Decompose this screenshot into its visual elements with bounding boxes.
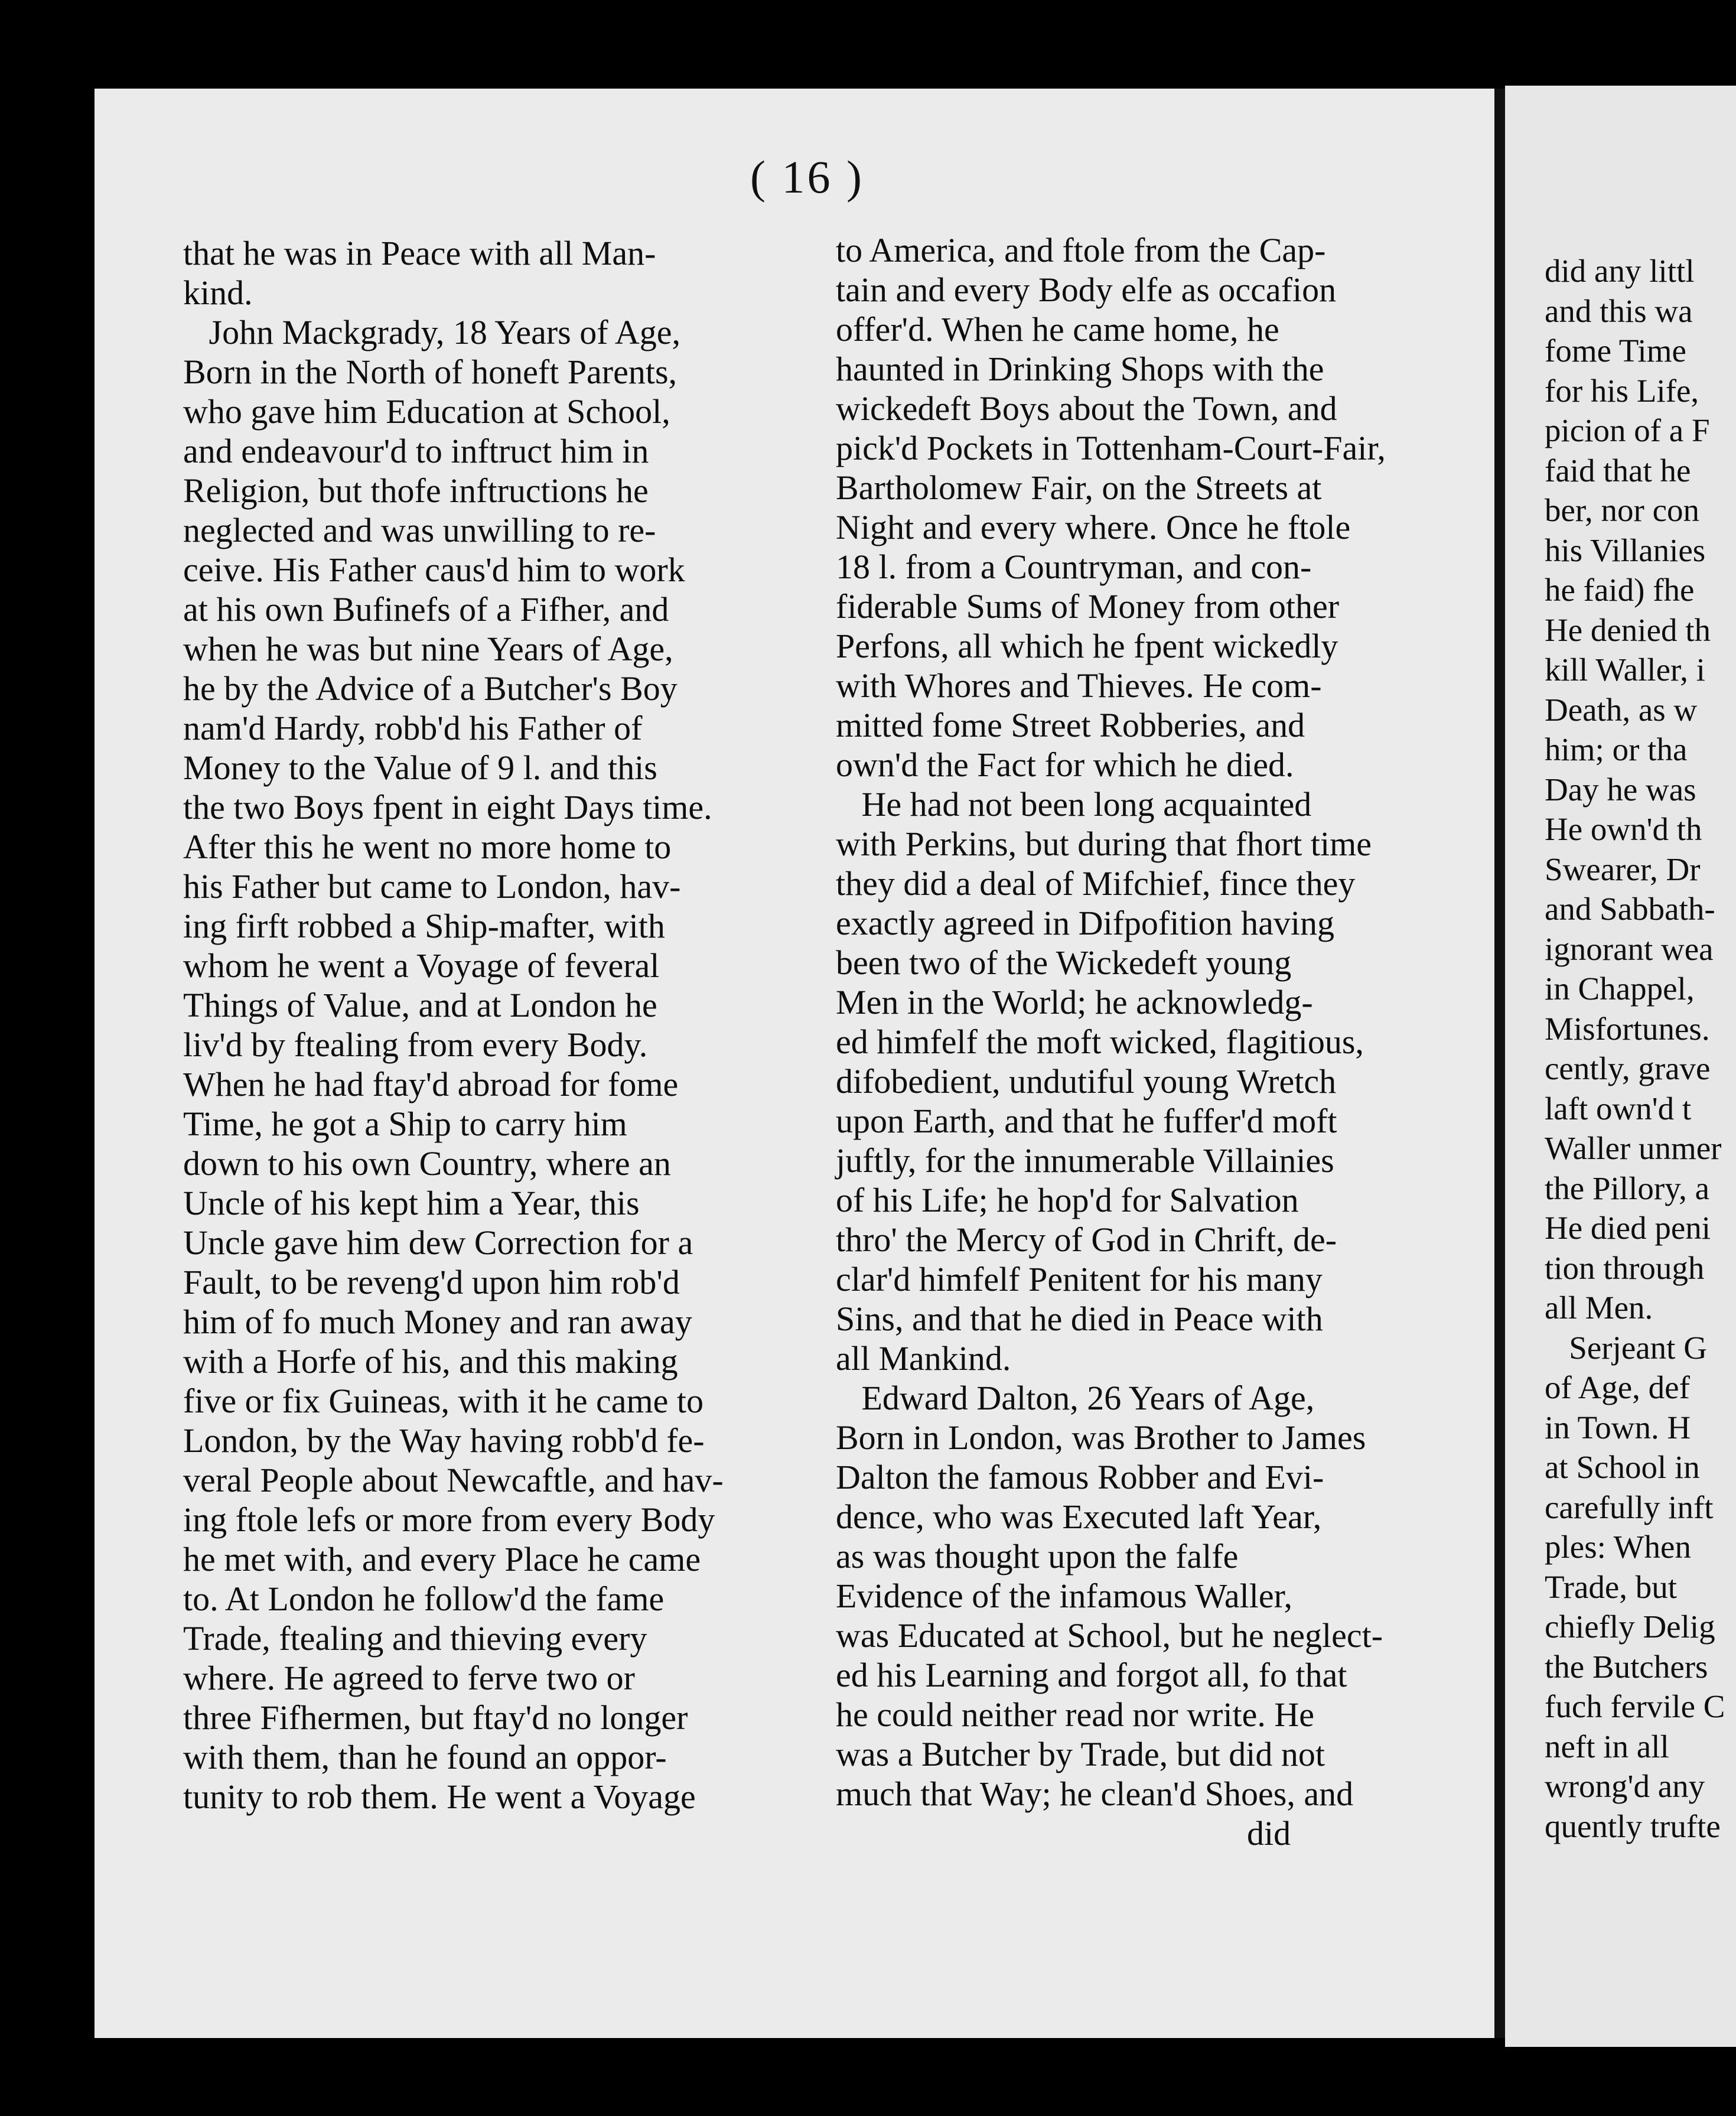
text-line: ceive. His Father caus'd him to work <box>183 551 685 589</box>
text-line: Edward Dalton, 26 Years of Age, <box>836 1379 1315 1417</box>
text-line: with them, than he found an oppor- <box>183 1738 667 1776</box>
text-line: his Villanies <box>1545 532 1706 568</box>
text-line: Born in the North of honeft Parents, <box>183 353 678 391</box>
text-line: Swearer, Dr <box>1545 851 1701 887</box>
text-line: wrong'd any <box>1545 1768 1705 1804</box>
text-line: ing ftole lefs or more from every Body <box>183 1500 715 1539</box>
text-line: Dalton the famous Robber and Evi- <box>836 1458 1324 1496</box>
text-line: when he was but nine Years of Age, <box>183 630 673 668</box>
text-line: upon Earth, and that he fuffer'd moft <box>836 1102 1337 1140</box>
text-column-facing-page <box>1545 251 1725 1846</box>
text-line: the two Boys fpent in eight Days time. <box>183 788 712 826</box>
text-line: much that Way; he clean'd Shoes, and <box>836 1775 1354 1813</box>
text-line: thro' the Mercy of God in Chrift, de- <box>836 1220 1337 1259</box>
text-line: Evidence of the infamous Waller, <box>836 1577 1293 1615</box>
text-line: him; or tha <box>1545 731 1688 767</box>
text-line: He own'd th <box>1545 811 1702 847</box>
text-line: Uncle of his kept him a Year, this <box>183 1184 640 1222</box>
text-line: who gave him Education at School, <box>183 392 670 431</box>
text-line: and this wa <box>1545 292 1693 329</box>
text-line: was a Butcher by Trade, but did not <box>836 1735 1325 1773</box>
text-line: and Sabbath- <box>1545 891 1715 927</box>
text-line: Sins, and that he died in Peace with <box>836 1300 1323 1338</box>
text-line: down to his own Country, where an <box>183 1144 671 1183</box>
text-line: pick'd Pockets in Tottenham-Court-Fair, <box>836 429 1386 467</box>
text-line: laft own'd t <box>1545 1090 1692 1127</box>
text-line: Trade, ftealing and thieving every <box>183 1619 647 1658</box>
text-line: his Father but came to London, hav- <box>183 867 681 906</box>
text-line: that he was in Peace with all Man- <box>183 234 656 272</box>
text-column-left <box>183 233 724 1816</box>
text-line: to. At London he follow'd the fame <box>183 1580 665 1618</box>
text-line: all Men. <box>1545 1290 1653 1326</box>
text-line: in Chappel, <box>1545 971 1695 1007</box>
text-line: at School in <box>1545 1449 1700 1485</box>
text-line: kill Waller, i <box>1545 652 1705 688</box>
text-line: Fault, to be reveng'd upon him rob'd <box>183 1263 680 1301</box>
text-line: Men in the World; he acknowledg- <box>836 983 1313 1021</box>
text-line: Religion, but thofe inftructions he <box>183 471 649 510</box>
text-line: He had not been long acquainted <box>836 785 1312 823</box>
text-line: He denied th <box>1545 611 1711 648</box>
text-line: veral People about Newcaftle, and hav- <box>183 1461 724 1499</box>
text-line: offer'd. When he came home, he <box>836 310 1279 349</box>
text-line: Uncle gave him dew Correction for a <box>183 1223 693 1262</box>
text-line: After this he went no more home to <box>183 828 672 866</box>
text-line: the Butchers <box>1545 1648 1708 1685</box>
text-line: nam'd Hardy, robb'd his Father of <box>183 709 643 747</box>
text-line: Night and every where. Once he ftole <box>836 508 1351 546</box>
text-line: quently trufte <box>1545 1808 1721 1844</box>
text-line: five or fix Guineas, with it he came to <box>183 1382 704 1420</box>
text-line: he met with, and every Place he came <box>183 1540 701 1578</box>
text-line: as was thought upon the falfe <box>836 1537 1239 1575</box>
text-line: Trade, but <box>1545 1568 1678 1605</box>
text-line: in Town. H <box>1545 1409 1691 1446</box>
text-line: Serjeant G <box>1545 1329 1707 1366</box>
text-line: with a Horfe of his, and this making <box>183 1342 678 1381</box>
text-line: all Mankind. <box>836 1339 1011 1378</box>
text-line: whom he went a Voyage of feveral <box>183 946 660 985</box>
text-line: London, by the Way having robb'd fe- <box>183 1421 705 1460</box>
text-line: dence, who was Executed laft Year, <box>836 1498 1322 1536</box>
text-line: Things of Value, and at London he <box>183 986 657 1024</box>
text-line: tion through <box>1545 1249 1705 1286</box>
text-line: mitted fome Street Robberies, and <box>836 706 1305 744</box>
text-line: three Fifhermen, but ftay'd no longer <box>183 1698 688 1737</box>
text-line: exactly agreed in Difpofition having <box>836 904 1334 942</box>
text-line: of Age, def <box>1545 1369 1690 1405</box>
text-line: was Educated at School, but he neglect- <box>836 1616 1383 1655</box>
text-line: where. He agreed to ferve two or <box>183 1659 635 1697</box>
text-line: of his Life; he hop'd for Salvation <box>836 1181 1299 1219</box>
text-line: ed himfelf the moft wicked, flagitious, <box>836 1023 1364 1061</box>
text-line: did any littl <box>1545 253 1695 289</box>
text-line: kind. <box>183 274 253 312</box>
text-line: When he had ftay'd abroad for fome <box>183 1065 679 1103</box>
text-line: wickedeft Boys about the Town, and <box>836 389 1337 428</box>
text-line: Perfons, all which he fpent wickedly <box>836 627 1338 665</box>
text-line: own'd the Fact for which he died. <box>836 746 1294 784</box>
text-line: Time, he got a Ship to carry him <box>183 1105 627 1143</box>
text-line: cently, grave <box>1545 1050 1711 1086</box>
text-line: Misfortunes. <box>1545 1010 1710 1047</box>
text-line: Bartholomew Fair, on the Streets at <box>836 468 1322 507</box>
text-line: Money to the Value of 9 l. and this <box>183 748 657 787</box>
text-line: he could neither read nor write. He <box>836 1695 1315 1734</box>
text-line: ignorant wea <box>1545 930 1714 967</box>
text-line: Death, as w <box>1545 691 1698 728</box>
text-line: ing firft robbed a Ship-mafter, with <box>183 907 665 945</box>
text-line: Waller unmer <box>1545 1130 1722 1166</box>
text-line: 18 l. from a Countryman, and con- <box>836 548 1312 586</box>
text-line: with Perkins, but during that fhort time <box>836 825 1372 863</box>
text-line: picion of a F <box>1545 412 1710 448</box>
text-line: neglected and was unwilling to re- <box>183 511 656 549</box>
text-line: and endeavour'd to inftruct him in <box>183 432 649 470</box>
text-line: liv'd by ftealing from every Body. <box>183 1026 648 1064</box>
text-line: ed his Learning and forgot all, fo that <box>836 1656 1347 1694</box>
text-line: haunted in Drinking Shops with the <box>836 350 1324 388</box>
text-line: John Mackgrady, 18 Years of Age, <box>183 313 680 351</box>
text-line: neft in all <box>1545 1728 1669 1765</box>
text-line: He died peni <box>1545 1210 1711 1246</box>
text-line: been two of the Wickedeft young <box>836 943 1292 982</box>
text-line: ber, nor con <box>1545 492 1700 528</box>
text-line: he faid) fhe <box>1545 572 1695 608</box>
text-line: Born in London, was Brother to James <box>836 1418 1366 1457</box>
text-line: to America, and ftole from the Cap- <box>836 231 1326 269</box>
text-line: with Whores and Thieves. He com- <box>836 666 1322 705</box>
text-line: Day he was <box>1545 771 1696 808</box>
text-line: chiefly Delig <box>1545 1609 1715 1645</box>
text-line: at his own Bufinefs of a Fifher, and <box>183 590 669 629</box>
text-line: the Pillory, a <box>1545 1170 1710 1206</box>
text-line: tain and every Body elfe as occafion <box>836 271 1337 309</box>
text-line: him of fo much Money and ran away <box>183 1303 692 1341</box>
text-line: they did a deal of Mifchief, fince they <box>836 864 1356 903</box>
text-line: did <box>836 1814 1291 1853</box>
text-line: fuch fervile C <box>1545 1688 1725 1724</box>
text-line: clar'd himfelf Penitent for his many <box>836 1260 1323 1298</box>
text-line: faid that he <box>1545 452 1691 489</box>
text-line: fiderable Sums of Money from other <box>836 587 1340 626</box>
text-line: difobedient, undutiful young Wretch <box>836 1062 1337 1101</box>
page-number: ( 16 ) <box>750 151 864 203</box>
text-line: ples: When <box>1545 1529 1691 1565</box>
text-line: carefully inft <box>1545 1489 1714 1525</box>
text-line: tunity to rob them. He went a Voyage <box>183 1778 696 1816</box>
text-line: for his Life, <box>1545 372 1699 409</box>
text-line: he by the Advice of a Butcher's Boy <box>183 669 678 708</box>
text-column-right <box>836 230 1386 1853</box>
text-line: juftly, for the innumerable Villainies <box>836 1141 1334 1180</box>
text-line: fome Time <box>1545 333 1686 369</box>
book-gutter <box>1494 89 1505 2038</box>
